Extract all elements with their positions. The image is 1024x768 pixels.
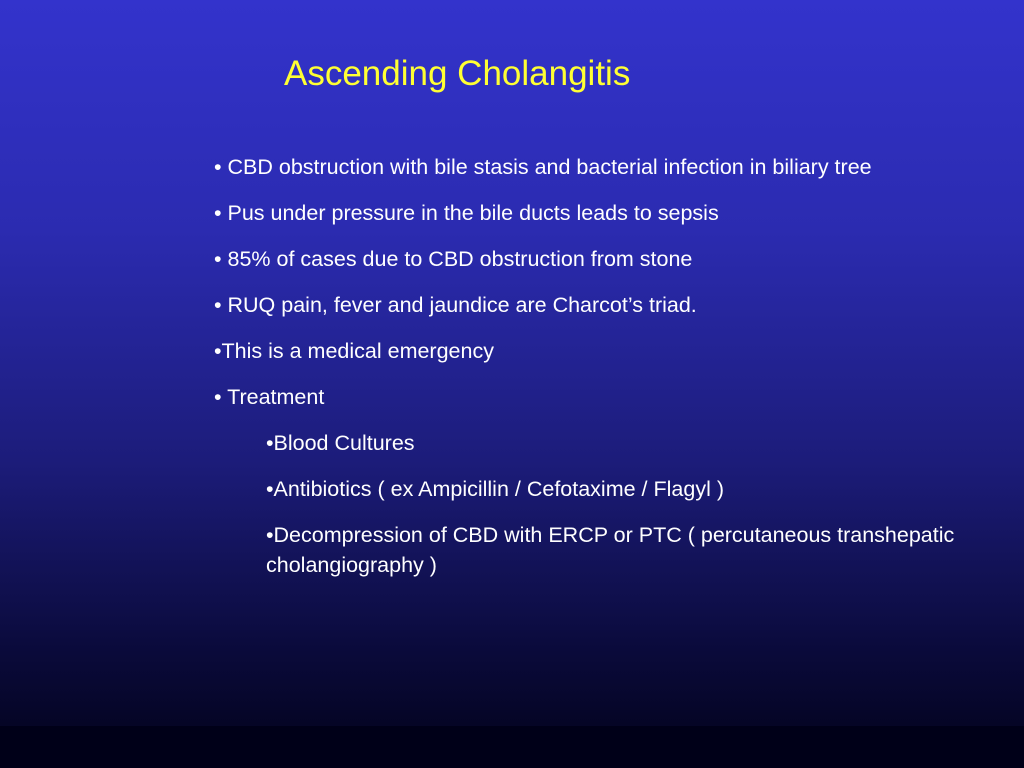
bottom-band bbox=[0, 726, 1024, 768]
sub-bullet-item: •Decompression of CBD with ERCP or PTC ( percutaneous transhepatic cholangiography ) bbox=[266, 523, 955, 577]
bullet-item: • Treatment bbox=[214, 385, 325, 409]
bullet-item: • 85% of cases due to CBD obstruction from stone bbox=[214, 247, 693, 271]
bullet-item: •This is a medical emergency bbox=[214, 339, 494, 363]
bullet-list bbox=[214, 152, 974, 596]
bullet-item: • RUQ pain, fever and jaundice are Charcot’s triad. bbox=[214, 293, 697, 317]
sub-bullet-item: •Blood Cultures bbox=[266, 431, 415, 455]
bullet-item: • Pus under pressure in the bile ducts leads to sepsis bbox=[214, 201, 719, 225]
bullet-item: • CBD obstruction with bile stasis and bacterial infection in biliary tree bbox=[214, 155, 872, 179]
sub-bullet-item: •Antibiotics ( ex Ampicillin / Cefotaxime / Flagyl ) bbox=[266, 477, 724, 501]
slide-title: Ascending Cholangitis bbox=[284, 54, 631, 93]
